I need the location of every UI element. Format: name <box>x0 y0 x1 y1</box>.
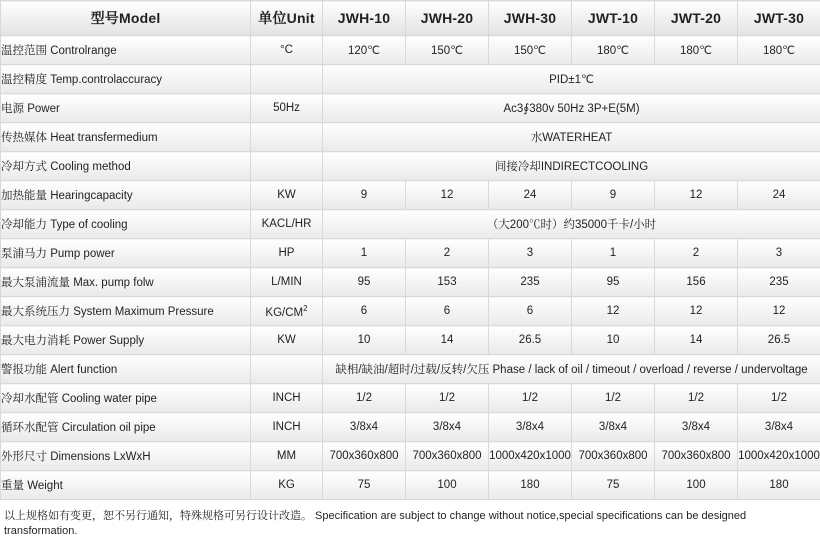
row-value-span: （大200℃时）约35000千卡/小时 <box>323 210 820 239</box>
row-unit: KG <box>251 471 323 500</box>
row-value-cell: 3 <box>489 239 572 268</box>
row-label: 最大电力消耗 Power Supply <box>1 326 251 355</box>
unit-superscript: 2 <box>303 304 307 313</box>
table-row <box>1 123 820 152</box>
header-jwh-10: JWH-10 <box>323 1 406 36</box>
row-label: 最大泵浦流量 Max. pump folw <box>1 268 251 297</box>
row-label: 循环水配管 Circulation oil pipe <box>1 413 251 442</box>
row-value-cell: 180℃ <box>572 36 655 65</box>
row-unit: $KG/CM^2$ <box>251 297 323 326</box>
table-row <box>1 355 820 384</box>
row-value-cell: 95 <box>323 268 406 297</box>
row-value-cell: 700x360x800 <box>655 442 738 471</box>
row-value-cell: 3/8x4 <box>406 413 489 442</box>
row-value-cell: 24 <box>489 181 572 210</box>
row-value-cell: 1/2 <box>406 384 489 413</box>
row-value-cell: 9 <box>572 181 655 210</box>
table-row <box>1 413 820 442</box>
row-value-cell: 235 <box>738 268 820 297</box>
row-label: 冷却能力 Type of cooling <box>1 210 251 239</box>
row-value-cell: 180℃ <box>738 36 820 65</box>
row-value-cell: 6 <box>323 297 406 326</box>
table-row <box>1 297 820 326</box>
row-value-cell: 150℃ <box>406 36 489 65</box>
row-unit: 50Hz <box>251 94 323 123</box>
row-value-cell: 700x360x800 <box>572 442 655 471</box>
table-row <box>1 239 820 268</box>
row-value-cell: 3/8x4 <box>489 413 572 442</box>
row-unit <box>251 65 323 94</box>
table-row <box>1 268 820 297</box>
row-value-span: Ac3∮380v 50Hz 3P+E(5M) <box>323 94 820 123</box>
row-value-span: 缺相/缺油/超时/过载/反转/欠压 Phase / lack of oil / timeout / overload / reverse / undervoltage <box>323 355 820 384</box>
row-value-cell: 180℃ <box>655 36 738 65</box>
row-unit: L/MIN <box>251 268 323 297</box>
table-row <box>1 384 820 413</box>
row-value-cell: 120℃ <box>323 36 406 65</box>
row-value-span: PID±1℃ <box>323 65 820 94</box>
row-unit: INCH <box>251 384 323 413</box>
row-value-cell: 1/2 <box>738 384 820 413</box>
row-value-cell: 75 <box>323 471 406 500</box>
row-unit: KW <box>251 326 323 355</box>
header-jwt-20: JWT-20 <box>655 1 738 36</box>
row-value-cell: 153 <box>406 268 489 297</box>
row-value-cell: 100 <box>406 471 489 500</box>
row-label: 冷却方式 Cooling method <box>1 152 251 181</box>
row-value-cell: 1000x420x1000 <box>738 442 820 471</box>
header-jwt-10: JWT-10 <box>572 1 655 36</box>
row-value-cell: 26.5 <box>738 326 820 355</box>
table-row <box>1 36 820 65</box>
row-label: 温控精度 Temp.controlaccuracy <box>1 65 251 94</box>
row-label: 最大系统压力 System Maximum Pressure <box>1 297 251 326</box>
row-label: 温控范围 Controlrange <box>1 36 251 65</box>
row-value-cell: 12 <box>655 181 738 210</box>
row-unit: KW <box>251 181 323 210</box>
row-unit: INCH <box>251 413 323 442</box>
row-value-cell: 156 <box>655 268 738 297</box>
row-unit: MM <box>251 442 323 471</box>
row-value-cell: 12 <box>406 181 489 210</box>
row-value-cell: 235 <box>489 268 572 297</box>
header-model: 型号Model <box>1 1 251 36</box>
row-unit <box>251 152 323 181</box>
row-value-span: 水WATERHEAT <box>323 123 820 152</box>
row-value-cell: 14 <box>655 326 738 355</box>
row-label: 加热能量 Hearingcapacity <box>1 181 251 210</box>
row-value-cell: 9 <box>323 181 406 210</box>
row-value-cell: 26.5 <box>489 326 572 355</box>
header-jwh-20: JWH-20 <box>406 1 489 36</box>
row-label: 泵浦马力 Pump power <box>1 239 251 268</box>
row-value-cell: 24 <box>738 181 820 210</box>
table-row <box>1 152 820 181</box>
row-value-cell: 3 <box>738 239 820 268</box>
row-value-cell: 6 <box>406 297 489 326</box>
row-unit <box>251 355 323 384</box>
row-value-cell: 700x360x800 <box>406 442 489 471</box>
table-body <box>1 36 820 500</box>
table-row <box>1 210 820 239</box>
row-value-cell: 1/2 <box>323 384 406 413</box>
row-value-cell: 1/2 <box>655 384 738 413</box>
row-value-cell: 2 <box>655 239 738 268</box>
row-value-cell: 2 <box>406 239 489 268</box>
header-unit: 单位Unit <box>251 1 323 36</box>
row-value-cell: 1/2 <box>572 384 655 413</box>
row-value-cell: 180 <box>738 471 820 500</box>
row-value-cell: 1 <box>572 239 655 268</box>
row-value-cell: 14 <box>406 326 489 355</box>
row-value-cell: 180 <box>489 471 572 500</box>
row-value-cell: 1000x420x1000 <box>489 442 572 471</box>
table-row <box>1 471 820 500</box>
row-value-cell: 700x360x800 <box>323 442 406 471</box>
header-jwt-30: JWT-30 <box>738 1 820 36</box>
row-value-cell: 12 <box>738 297 820 326</box>
row-value-cell: 6 <box>489 297 572 326</box>
row-label: 警报功能 Alert function <box>1 355 251 384</box>
row-unit: HP <box>251 239 323 268</box>
row-label: 电源 Power <box>1 94 251 123</box>
row-value-cell: 75 <box>572 471 655 500</box>
row-value-cell: 12 <box>572 297 655 326</box>
row-value-cell: 1 <box>323 239 406 268</box>
footnote: 以上规格如有变更，恕不另行通知，特殊规格可另行设计改造。 Specification are subject to change without notice,special specifications can be designed transformation. <box>0 500 820 540</box>
row-value-span: 间接冷却INDIRECTCOOLING <box>323 152 820 181</box>
row-value-cell: 3/8x4 <box>572 413 655 442</box>
row-label: 重量 Weight <box>1 471 251 500</box>
table-row <box>1 94 820 123</box>
table-row <box>1 326 820 355</box>
row-value-cell: 12 <box>655 297 738 326</box>
row-unit <box>251 123 323 152</box>
table-header-row <box>1 1 820 36</box>
table-row <box>1 65 820 94</box>
header-jwh-30: JWH-30 <box>489 1 572 36</box>
row-value-cell: 100 <box>655 471 738 500</box>
row-unit: °C <box>251 36 323 65</box>
row-label: 传热媒体 Heat transfermedium <box>1 123 251 152</box>
row-label: 冷却水配管 Cooling water pipe <box>1 384 251 413</box>
table-row <box>1 181 820 210</box>
row-value-cell: 95 <box>572 268 655 297</box>
row-label: 外形尺寸 Dimensions LxWxH <box>1 442 251 471</box>
row-value-cell: 1/2 <box>489 384 572 413</box>
row-value-cell: 3/8x4 <box>655 413 738 442</box>
row-value-cell: 3/8x4 <box>323 413 406 442</box>
table-row <box>1 442 820 471</box>
row-value-cell: 10 <box>572 326 655 355</box>
row-unit: KACL/HR <box>251 210 323 239</box>
row-value-cell: 3/8x4 <box>738 413 820 442</box>
row-value-cell: 150℃ <box>489 36 572 65</box>
row-value-cell: 10 <box>323 326 406 355</box>
